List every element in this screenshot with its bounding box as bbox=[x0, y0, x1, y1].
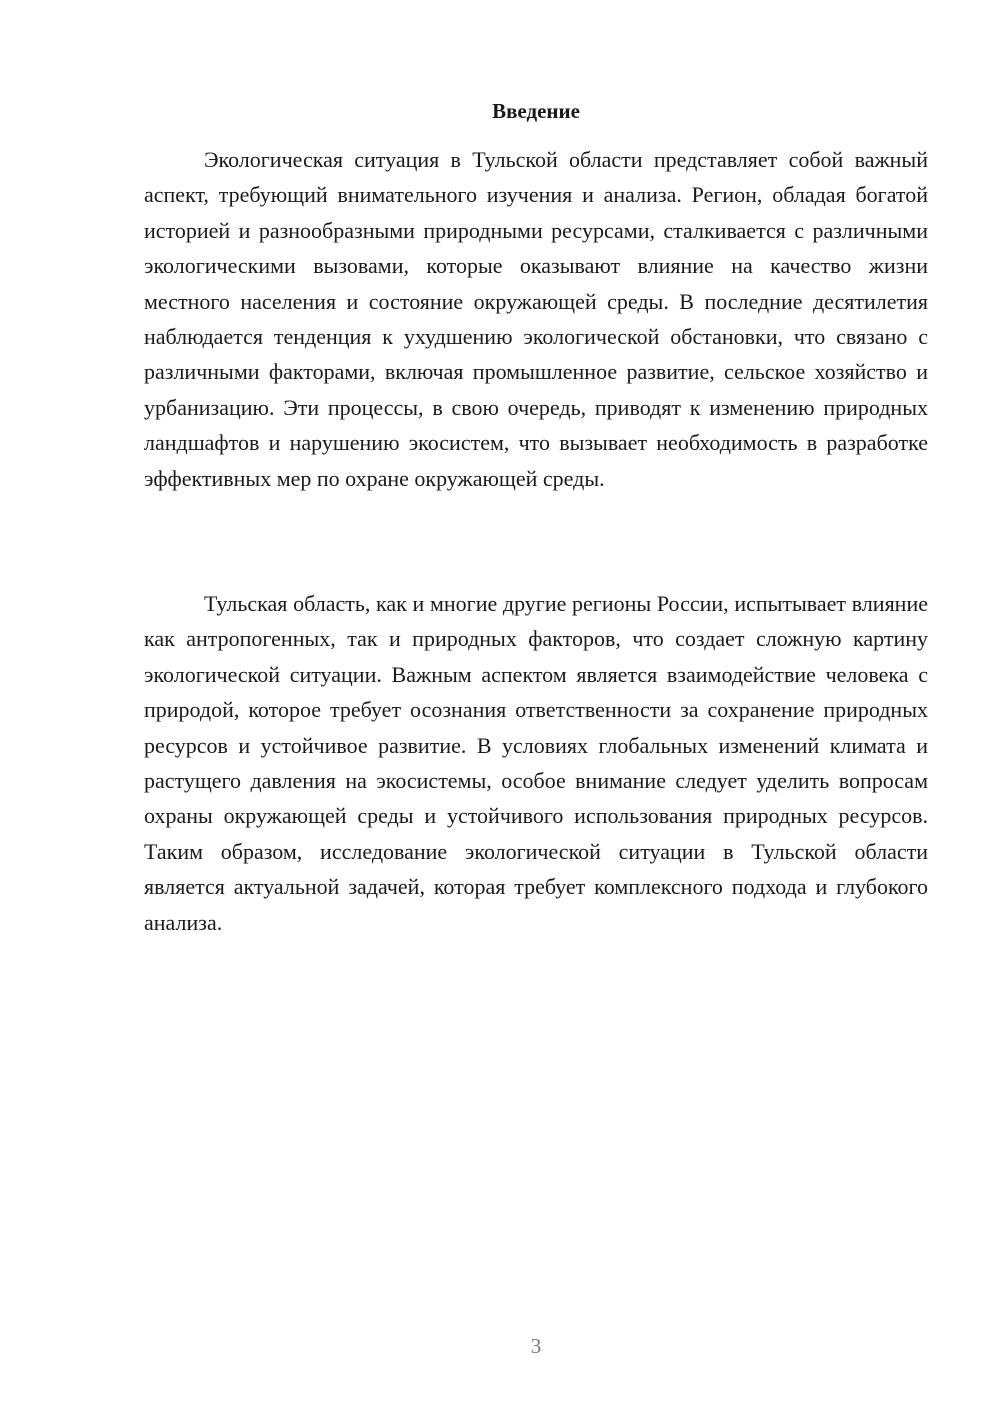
paragraph-2: Тульская область, как и многие другие регионы России, испытывает влияние как антропогенных, так и природных факторов, что создает сложную картину экологической ситуации. Важным аспектом является взаимодействие человека с природой, которое требует осознания ответственности за сохранение природных ресурсов и устойчивое развитие. В условиях глобальных изменений климата и растущего давления на экосистемы, особое внимание следует уделить вопросам охраны окружающей среды и устойчивого использования природных ресурсов. Таким образом, исследование экологической ситуации в Тульской области является актуальной задачей, которая требует комплексного подхода и глубокого анализа. bbox=[144, 591, 928, 935]
paragraph-1: Экологическая ситуация в Тульской области представляет собой важный аспект, требующий внимательного изучения и анализа. Регион, обладая богатой историей и разнообразными природными ресурсами, сталкивается с различными экологическими вызовами, которые оказывают влияние на качество жизни местного населения и состояние окружающей среды. В последние десятилетия наблюдается тенденция к ухудшению экологической обстановки, что связано с различными факторами, включая промышленное развитие, сельское хозяйство и урбанизацию. Эти процессы, в свою очередь, приводят к изменению природных ландшафтов и нарушению экосистем, что вызывает необходимость в разработке эффективных мер по охране окружающей среды. bbox=[144, 147, 928, 491]
page-number: 3 bbox=[530, 1334, 542, 1358]
section-title: Введение bbox=[492, 99, 580, 123]
